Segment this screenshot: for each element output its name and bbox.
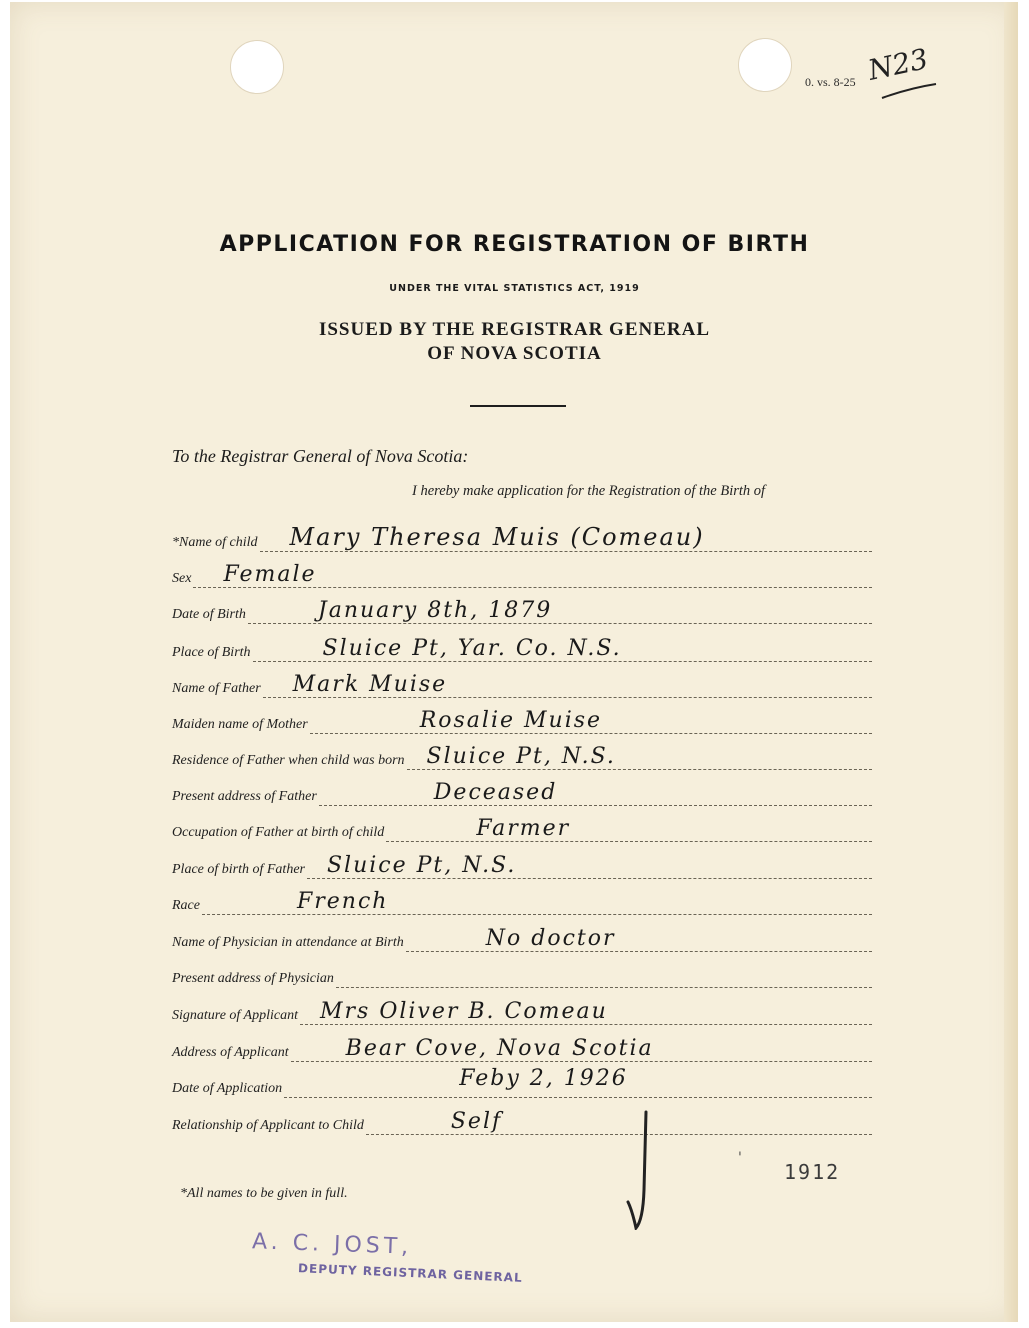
stamp-tick: '	[738, 1150, 742, 1166]
punch-hole-right	[738, 38, 792, 92]
field-label: Relationship of Applicant to Child	[172, 1118, 364, 1133]
field-place-of-birth-of-father[interactable]	[172, 853, 872, 879]
field-label: Occupation of Father at birth of child	[172, 825, 385, 840]
field-line	[319, 780, 872, 806]
field-name-of-physician[interactable]	[172, 926, 872, 952]
field-line	[253, 636, 872, 662]
field-label: Address of Applicant	[172, 1045, 289, 1060]
field-line	[386, 816, 872, 842]
field-line	[202, 889, 872, 915]
field-line	[336, 965, 872, 988]
field-present-address-of-physician[interactable]	[172, 966, 872, 988]
field-label: Residence of Father when child was born	[172, 753, 405, 768]
field-line	[260, 523, 872, 552]
field-value: Rosalie Muise	[419, 708, 603, 733]
issuer-line-1: ISSUED BY THE REGISTRAR GENERAL	[318, 319, 711, 340]
registrar-stamp-name: A. C. JOST,	[251, 1229, 413, 1260]
field-label: Maiden name of Mother	[172, 717, 308, 732]
field-value: Sluice Pt, N.S.	[426, 744, 616, 769]
field-line	[284, 1066, 872, 1098]
field-occupation-of-father[interactable]	[172, 816, 872, 842]
field-label: Signature of Applicant	[172, 1008, 298, 1023]
field-signature-of-applicant[interactable]	[172, 999, 872, 1025]
footnote: *All names to be given in full.	[180, 1186, 348, 1201]
field-label: Present address of Father	[172, 789, 317, 804]
field-sex[interactable]	[172, 562, 872, 588]
act-subtitle: UNDER THE VITAL STATISTICS ACT, 1919	[389, 283, 640, 294]
field-address-of-applicant[interactable]	[172, 1036, 872, 1062]
field-line	[263, 672, 872, 698]
field-label: Place of birth of Father	[172, 862, 305, 877]
field-label: Date of Birth	[172, 607, 246, 622]
field-label: Race	[172, 898, 200, 913]
field-value: Feby 2, 1926	[459, 1066, 628, 1091]
field-label: Place of Birth	[172, 645, 251, 660]
issuer-line-2: OF NOVA SCOTIA	[427, 343, 602, 364]
field-value: Sluice Pt, Yar. Co. N.S.	[322, 636, 622, 661]
check-mark-icon	[624, 1110, 664, 1230]
field-relationship-of-applicant[interactable]	[172, 1109, 872, 1135]
field-label: Present address of Physician	[172, 971, 334, 986]
field-value: Sluice Pt, N.S.	[326, 853, 517, 878]
field-present-address-of-father[interactable]	[172, 780, 872, 806]
field-line	[291, 1036, 872, 1062]
field-residence-of-father[interactable]	[172, 744, 872, 770]
field-line	[300, 999, 872, 1025]
field-line	[310, 708, 872, 734]
registrar-stamp-title: DEPUTY REGISTRAR GENERAL	[297, 1261, 523, 1285]
field-line	[406, 926, 872, 952]
page-title: APPLICATION FOR REGISTRATION OF BIRTH	[219, 232, 810, 257]
field-line	[366, 1109, 872, 1135]
file-reference: N23	[865, 42, 931, 87]
field-line	[248, 598, 872, 624]
field-value: Deceased	[433, 780, 558, 805]
field-name-of-child[interactable]	[172, 523, 872, 552]
stamp-number: 1912	[784, 1160, 841, 1184]
field-value: Mrs Oliver B. Comeau	[320, 999, 608, 1024]
field-label: Sex	[172, 571, 192, 586]
field-value: Farmer	[476, 816, 571, 841]
field-line	[307, 853, 872, 879]
field-value: No doctor	[485, 926, 616, 951]
field-value: Self	[450, 1109, 503, 1134]
field-value: Mark Muise	[292, 672, 448, 697]
field-maiden-name-of-mother[interactable]	[172, 708, 872, 734]
field-value: January 8th, 1879	[317, 598, 553, 623]
field-name-of-father[interactable]	[172, 672, 872, 698]
field-line	[193, 562, 872, 588]
field-value: Bear Cove, Nova Scotia	[345, 1036, 654, 1061]
field-label: *Name of child	[172, 535, 258, 550]
field-date-of-application[interactable]	[172, 1066, 872, 1098]
issuer	[0, 318, 1029, 366]
field-label: Name of Physician in attendance at Birth	[172, 935, 404, 950]
punch-hole-left	[230, 40, 284, 94]
field-value: French	[296, 889, 389, 914]
file-reference-underline	[880, 82, 940, 102]
field-race[interactable]	[172, 889, 872, 915]
page-edge	[1004, 2, 1018, 1322]
field-label: Date of Application	[172, 1081, 283, 1096]
field-line	[407, 744, 872, 770]
title-divider	[470, 405, 566, 407]
field-value: Female	[223, 562, 317, 587]
field-label: Name of Father	[172, 681, 261, 696]
form-number: 0. vs. 8-25	[805, 75, 856, 89]
field-date-of-birth[interactable]	[172, 598, 872, 624]
field-place-of-birth[interactable]	[172, 636, 872, 662]
salutation: To the Registrar General of Nova Scotia:	[172, 446, 469, 466]
field-value: Mary Theresa Muis (Comeau)	[289, 523, 705, 551]
intro-line: I hereby make application for the Registration of the Birth of	[412, 483, 766, 499]
